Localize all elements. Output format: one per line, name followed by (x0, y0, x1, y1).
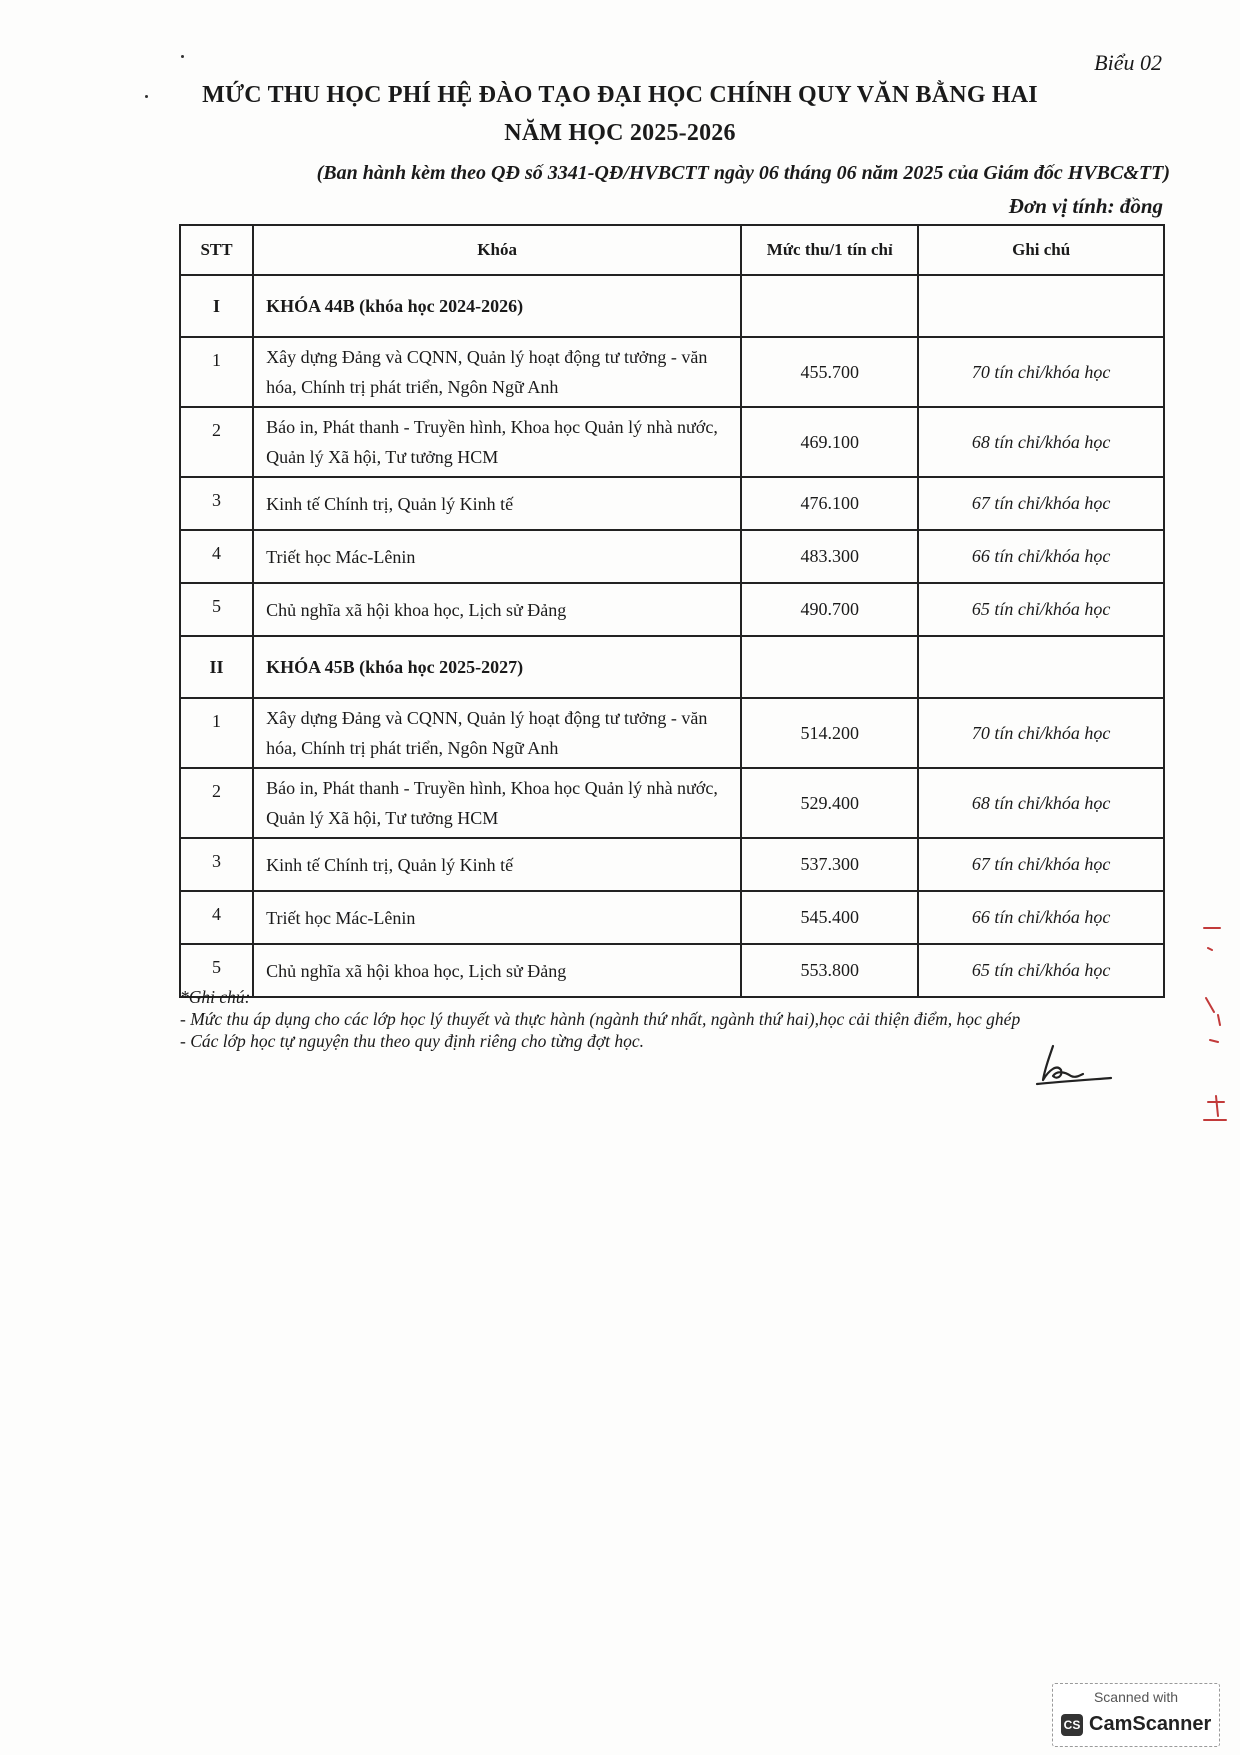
notes-heading: *Ghi chú: (180, 987, 251, 1007)
currency-unit: Đơn vị tính: đồng (1008, 194, 1163, 218)
table-row (180, 583, 1164, 636)
row-number: 4 (180, 530, 253, 583)
header-course: Khóa (253, 225, 741, 275)
row-number: 1 (180, 698, 253, 768)
credit-note: 67 tín chỉ/khóa học (918, 838, 1164, 891)
credit-note: 68 tín chỉ/khóa học (918, 407, 1164, 477)
form-label: Biểu 02 (1094, 50, 1162, 75)
header-stt: STT (180, 225, 253, 275)
fee-per-credit: 469.100 (741, 407, 918, 477)
fee-per-credit: 537.300 (741, 838, 918, 891)
row-number: 2 (180, 407, 253, 477)
row-number: 5 (180, 583, 253, 636)
course-name: Xây dựng Đảng và CQNN, Quản lý hoạt động tư tưởng - văn hóa, Chính trị phát triển, Ngôn Ngữ Anh (253, 698, 741, 768)
credit-note: 70 tín chỉ/khóa học (918, 337, 1164, 407)
fee-per-credit: 490.700 (741, 583, 918, 636)
camscanner-watermark (1052, 1683, 1220, 1747)
row-number: 2 (180, 768, 253, 838)
course-name: Chủ nghĩa xã hội khoa học, Lịch sử Đảng (253, 583, 741, 636)
document-subtitle: (Ban hành kèm theo QĐ số 3341-QĐ/HVBCTT ngày 06 tháng 06 năm 2025 của Giám đốc HVBC&TT) (316, 162, 1170, 184)
credit-note: 67 tín chỉ/khóa học (918, 477, 1164, 530)
credit-note: 66 tín chỉ/khóa học (918, 530, 1164, 583)
credit-note: 68 tín chỉ/khóa học (918, 768, 1164, 838)
row-number: 3 (180, 477, 253, 530)
notes-section (180, 986, 1140, 1052)
fee-per-credit: 476.100 (741, 477, 918, 530)
credit-note: 70 tín chỉ/khóa học (918, 698, 1164, 768)
course-name: Chủ nghĩa xã hội khoa học, Lịch sử Đảng (253, 944, 741, 997)
fee-per-credit: 483.300 (741, 530, 918, 583)
note-item: - Các lớp học tự nguyện thu theo quy định riêng cho từng đợt học. (180, 1031, 645, 1051)
course-name: Triết học Mác-Lênin (253, 530, 741, 583)
section-number: I (180, 275, 253, 337)
fee-per-credit: 455.700 (741, 337, 918, 407)
table-row (180, 337, 1164, 407)
edge-stamp-marks (1200, 920, 1230, 1130)
document-title-year: NĂM HỌC 2025-2026 (504, 120, 736, 146)
section-row (180, 636, 1164, 698)
table-row (180, 768, 1164, 838)
scan-speck (181, 55, 184, 58)
section-number: II (180, 636, 253, 698)
fee-per-credit: 514.200 (741, 698, 918, 768)
header-fee: Mức thu/1 tín chỉ (741, 225, 918, 275)
section-title: KHÓA 44B (khóa học 2024-2026) (253, 275, 741, 337)
camscanner-logo-icon: CS (1061, 1714, 1083, 1736)
row-number: 3 (180, 838, 253, 891)
credit-note: 65 tín chỉ/khóa học (918, 583, 1164, 636)
header-note: Ghi chú (918, 225, 1164, 275)
watermark-brand: CamScanner (1089, 1713, 1212, 1735)
course-name: Báo in, Phát thanh - Truyền hình, Khoa học Quản lý nhà nước, Quản lý Xã hội, Tư tưởng HCM (253, 768, 741, 838)
section-title: KHÓA 45B (khóa học 2025-2027) (253, 636, 741, 698)
course-name: Xây dựng Đảng và CQNN, Quản lý hoạt động tư tưởng - văn hóa, Chính trị phát triển, Ngôn Ngữ Anh (253, 337, 741, 407)
tuition-fee-table (179, 224, 1165, 998)
table-header-row (180, 225, 1164, 275)
note-item: - Mức thu áp dụng cho các lớp học lý thuyết và thực hành (ngành thứ nhất, ngành thứ hai),học cải thiện điểm, học ghép (180, 1009, 1021, 1029)
watermark-caption: Scanned with (1093, 1689, 1179, 1705)
table-row (180, 407, 1164, 477)
table-row (180, 477, 1164, 530)
course-name: Kinh tế Chính trị, Quản lý Kinh tế (253, 838, 741, 891)
signature-mark (1035, 1040, 1115, 1090)
course-name: Báo in, Phát thanh - Truyền hình, Khoa học Quản lý nhà nước, Quản lý Xã hội, Tư tưởng HCM (253, 407, 741, 477)
row-number: 4 (180, 891, 253, 944)
fee-per-credit: 545.400 (741, 891, 918, 944)
course-name: Triết học Mác-Lênin (253, 891, 741, 944)
section-row (180, 275, 1164, 337)
row-number: 1 (180, 337, 253, 407)
row-number: 5 (180, 944, 253, 997)
fee-per-credit: 529.400 (741, 768, 918, 838)
table-row (180, 891, 1164, 944)
credit-note: 65 tín chỉ/khóa học (918, 944, 1164, 997)
fee-per-credit: 553.800 (741, 944, 918, 997)
course-name: Kinh tế Chính trị, Quản lý Kinh tế (253, 477, 741, 530)
document-title: MỨC THU HỌC PHÍ HỆ ĐÀO TẠO ĐẠI HỌC CHÍNH QUY VĂN BẰNG HAI (202, 82, 1038, 108)
table-row (180, 530, 1164, 583)
table-row (180, 838, 1164, 891)
credit-note: 66 tín chỉ/khóa học (918, 891, 1164, 944)
table-row (180, 698, 1164, 768)
